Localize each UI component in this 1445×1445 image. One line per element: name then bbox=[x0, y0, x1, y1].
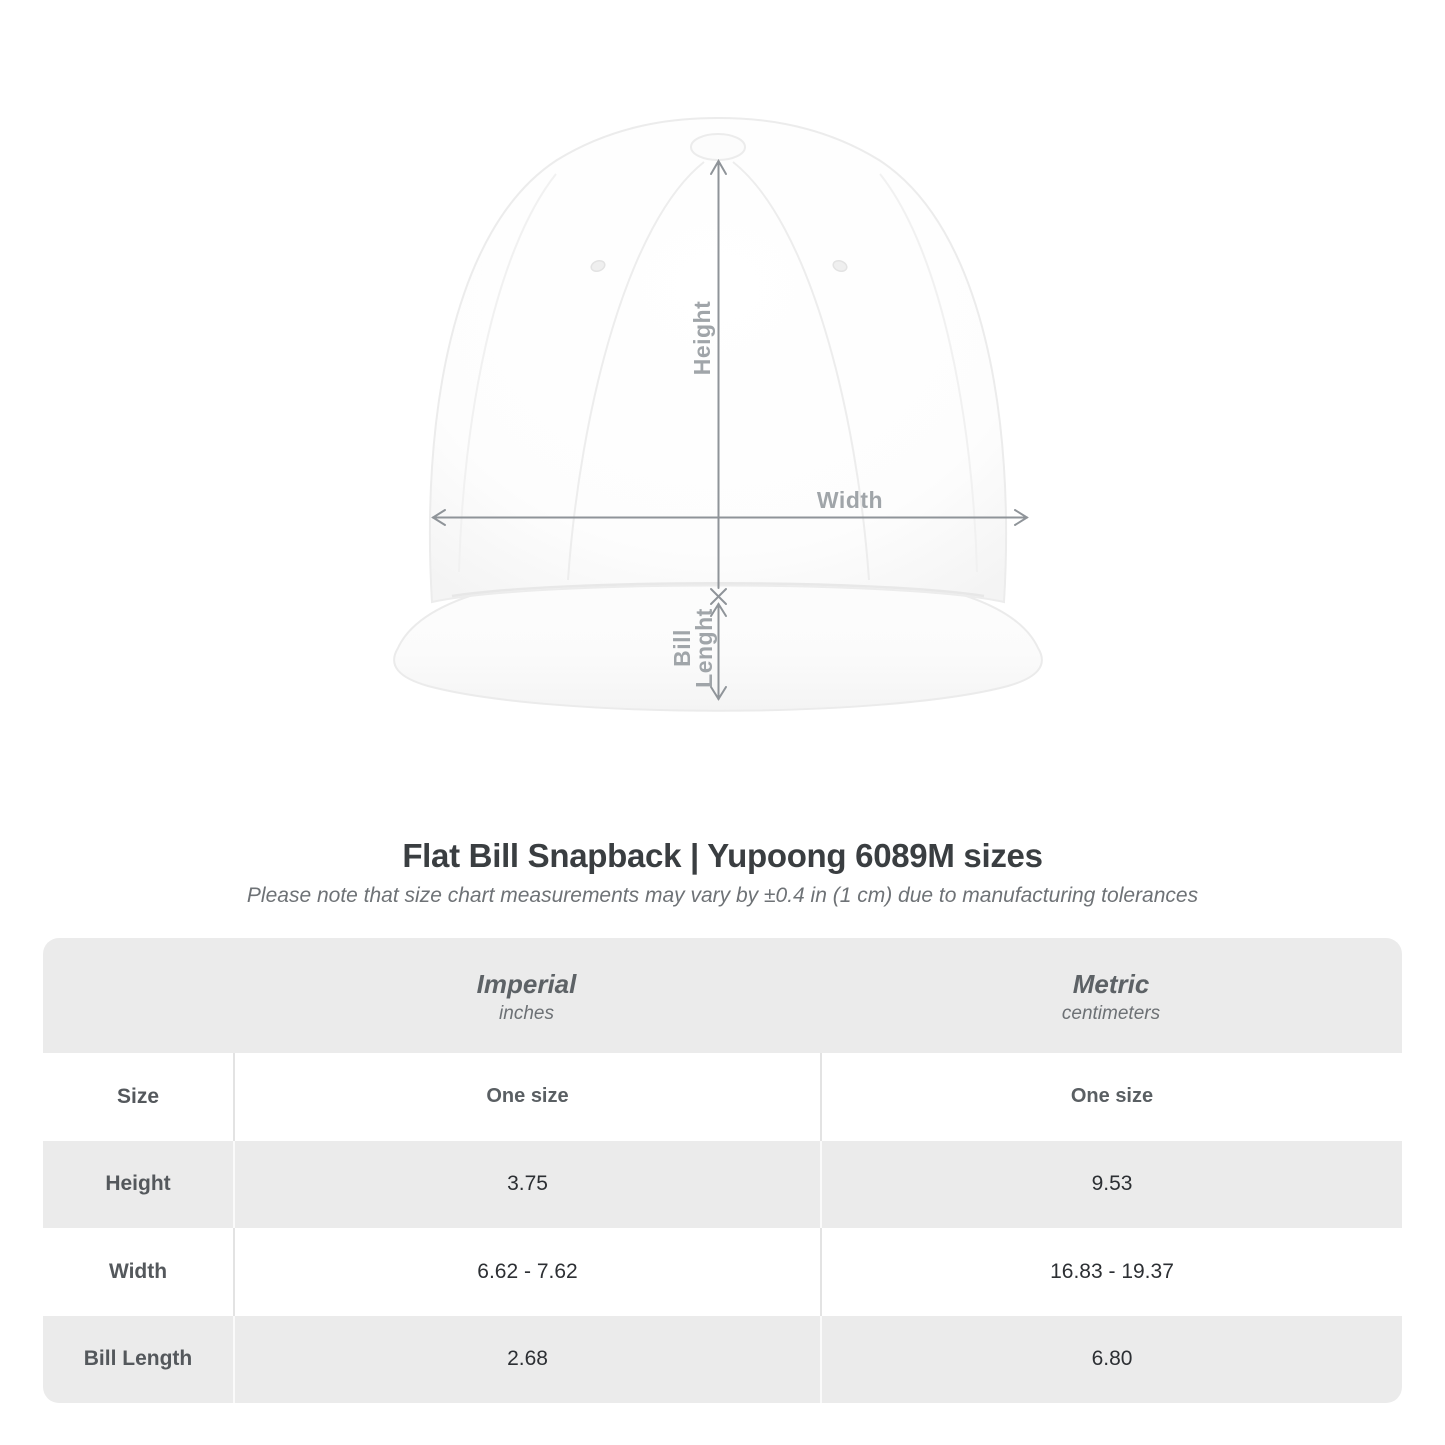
imperial-value: 2.68 bbox=[233, 1316, 820, 1404]
imperial-value: One size bbox=[233, 1053, 820, 1141]
table-row-height bbox=[43, 1141, 1402, 1229]
metric-value: One size bbox=[820, 1053, 1402, 1141]
imperial-value: 3.75 bbox=[233, 1141, 820, 1229]
cap-top-button bbox=[691, 134, 745, 160]
imperial-column-header bbox=[233, 938, 820, 1053]
bill-length-measure-label bbox=[671, 608, 715, 688]
size-chart-table bbox=[43, 938, 1402, 1403]
header-spacer bbox=[43, 938, 233, 1053]
tolerance-note: Please note that size chart measurements may vary by ±0.4 in (1 cm) due to manufacturing tolerances bbox=[246, 884, 1199, 907]
page-title: Flat Bill Snapback | Yupoong 6089M sizes bbox=[402, 837, 1043, 874]
row-label: Height bbox=[105, 1172, 171, 1196]
imperial-unit: inches bbox=[499, 1002, 554, 1024]
row-label: Bill Length bbox=[83, 1347, 193, 1371]
table-row-bill-length bbox=[43, 1316, 1402, 1404]
table-header bbox=[43, 938, 1402, 1053]
metric-unit: centimeters bbox=[1061, 1002, 1161, 1024]
row-label: Size bbox=[116, 1084, 160, 1108]
row-label: Width bbox=[108, 1259, 168, 1283]
metric-title: Metric bbox=[1072, 968, 1150, 999]
metric-value: 9.53 bbox=[820, 1141, 1402, 1229]
imperial-value: 6.62 - 7.62 bbox=[233, 1228, 820, 1316]
bill-length-label-line1: Bill bbox=[669, 629, 695, 667]
metric-value: 6.80 bbox=[820, 1316, 1402, 1404]
table-row-width bbox=[43, 1228, 1402, 1316]
metric-column-header bbox=[820, 938, 1402, 1053]
imperial-title: Imperial bbox=[476, 968, 577, 999]
table-row-size bbox=[43, 1053, 1402, 1141]
height-measure-label: Height bbox=[689, 300, 715, 376]
metric-value: 16.83 - 19.37 bbox=[820, 1228, 1402, 1316]
width-measure-label: Width bbox=[816, 487, 884, 513]
bill-length-label-line2: Lenght bbox=[691, 608, 717, 688]
